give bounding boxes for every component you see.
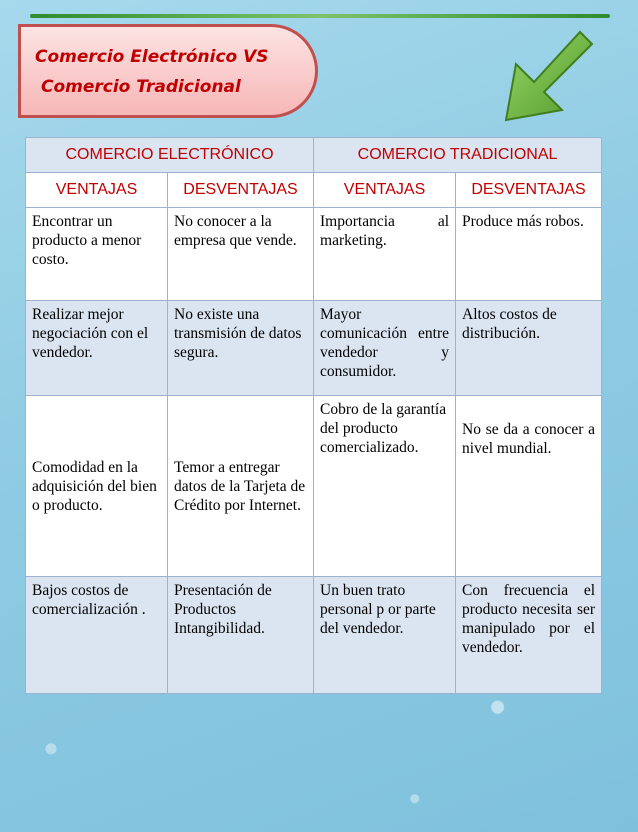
header-desventajas-electronico: DESVENTAJAS (168, 173, 314, 208)
title-line-1: Comercio Electrónico VS (35, 47, 269, 67)
header-ventajas-electronico: VENTAJAS (26, 173, 168, 208)
header-comercio-tradicional: COMERCIO TRADICIONAL (314, 138, 602, 173)
down-left-arrow-icon (488, 24, 598, 134)
table-cell: Un buen trato personal p or parte del vendedor. (314, 577, 456, 694)
table-cell: Mayor comunicación entre vendedor y consumidor. (314, 301, 456, 396)
header-desventajas-tradicional: DESVENTAJAS (456, 173, 602, 208)
table-cell: Produce más robos. (456, 208, 602, 301)
table-cell: Comodidad en la adquisición del bien o producto. (26, 396, 168, 577)
comparison-table-container (25, 137, 601, 694)
table-row (26, 301, 602, 396)
table-cell: No conocer a la empresa que vende. (168, 208, 314, 301)
comparison-table (25, 137, 602, 694)
table-cell: Altos costos de distribución. (456, 301, 602, 396)
table-cell: No se da a conocer a nivel mundial. (456, 396, 602, 577)
table-cell: No existe una transmisión de datos segura. (168, 301, 314, 396)
table-cell: Cobro de la garantía del producto comercializado. (314, 396, 456, 577)
sub-header-row (26, 173, 602, 208)
table-cell: Encontrar un producto a menor costo. (26, 208, 168, 301)
header-ventajas-tradicional: VENTAJAS (314, 173, 456, 208)
table-cell: Importancia al marketing. (314, 208, 456, 301)
top-decorative-rule (30, 14, 610, 18)
table-row (26, 396, 602, 577)
table-cell: Temor a entregar datos de la Tarjeta de Crédito por Internet. (168, 396, 314, 577)
title-line-2: Comercio Tradicional (41, 77, 241, 97)
table-cell: Bajos costos de comercialización . (26, 577, 168, 694)
table-cell: Con frecuencia el producto necesita ser manipulado por el vendedor. (456, 577, 602, 694)
table-cell: Presentación de Productos Intangibilidad. (168, 577, 314, 694)
table-cell: Realizar mejor negociación con el vendedor. (26, 301, 168, 396)
table-row (26, 577, 602, 694)
title-badge (18, 24, 318, 118)
header-comercio-electronico: COMERCIO ELECTRÓNICO (26, 138, 314, 173)
table-row (26, 208, 602, 301)
group-header-row (26, 138, 602, 173)
